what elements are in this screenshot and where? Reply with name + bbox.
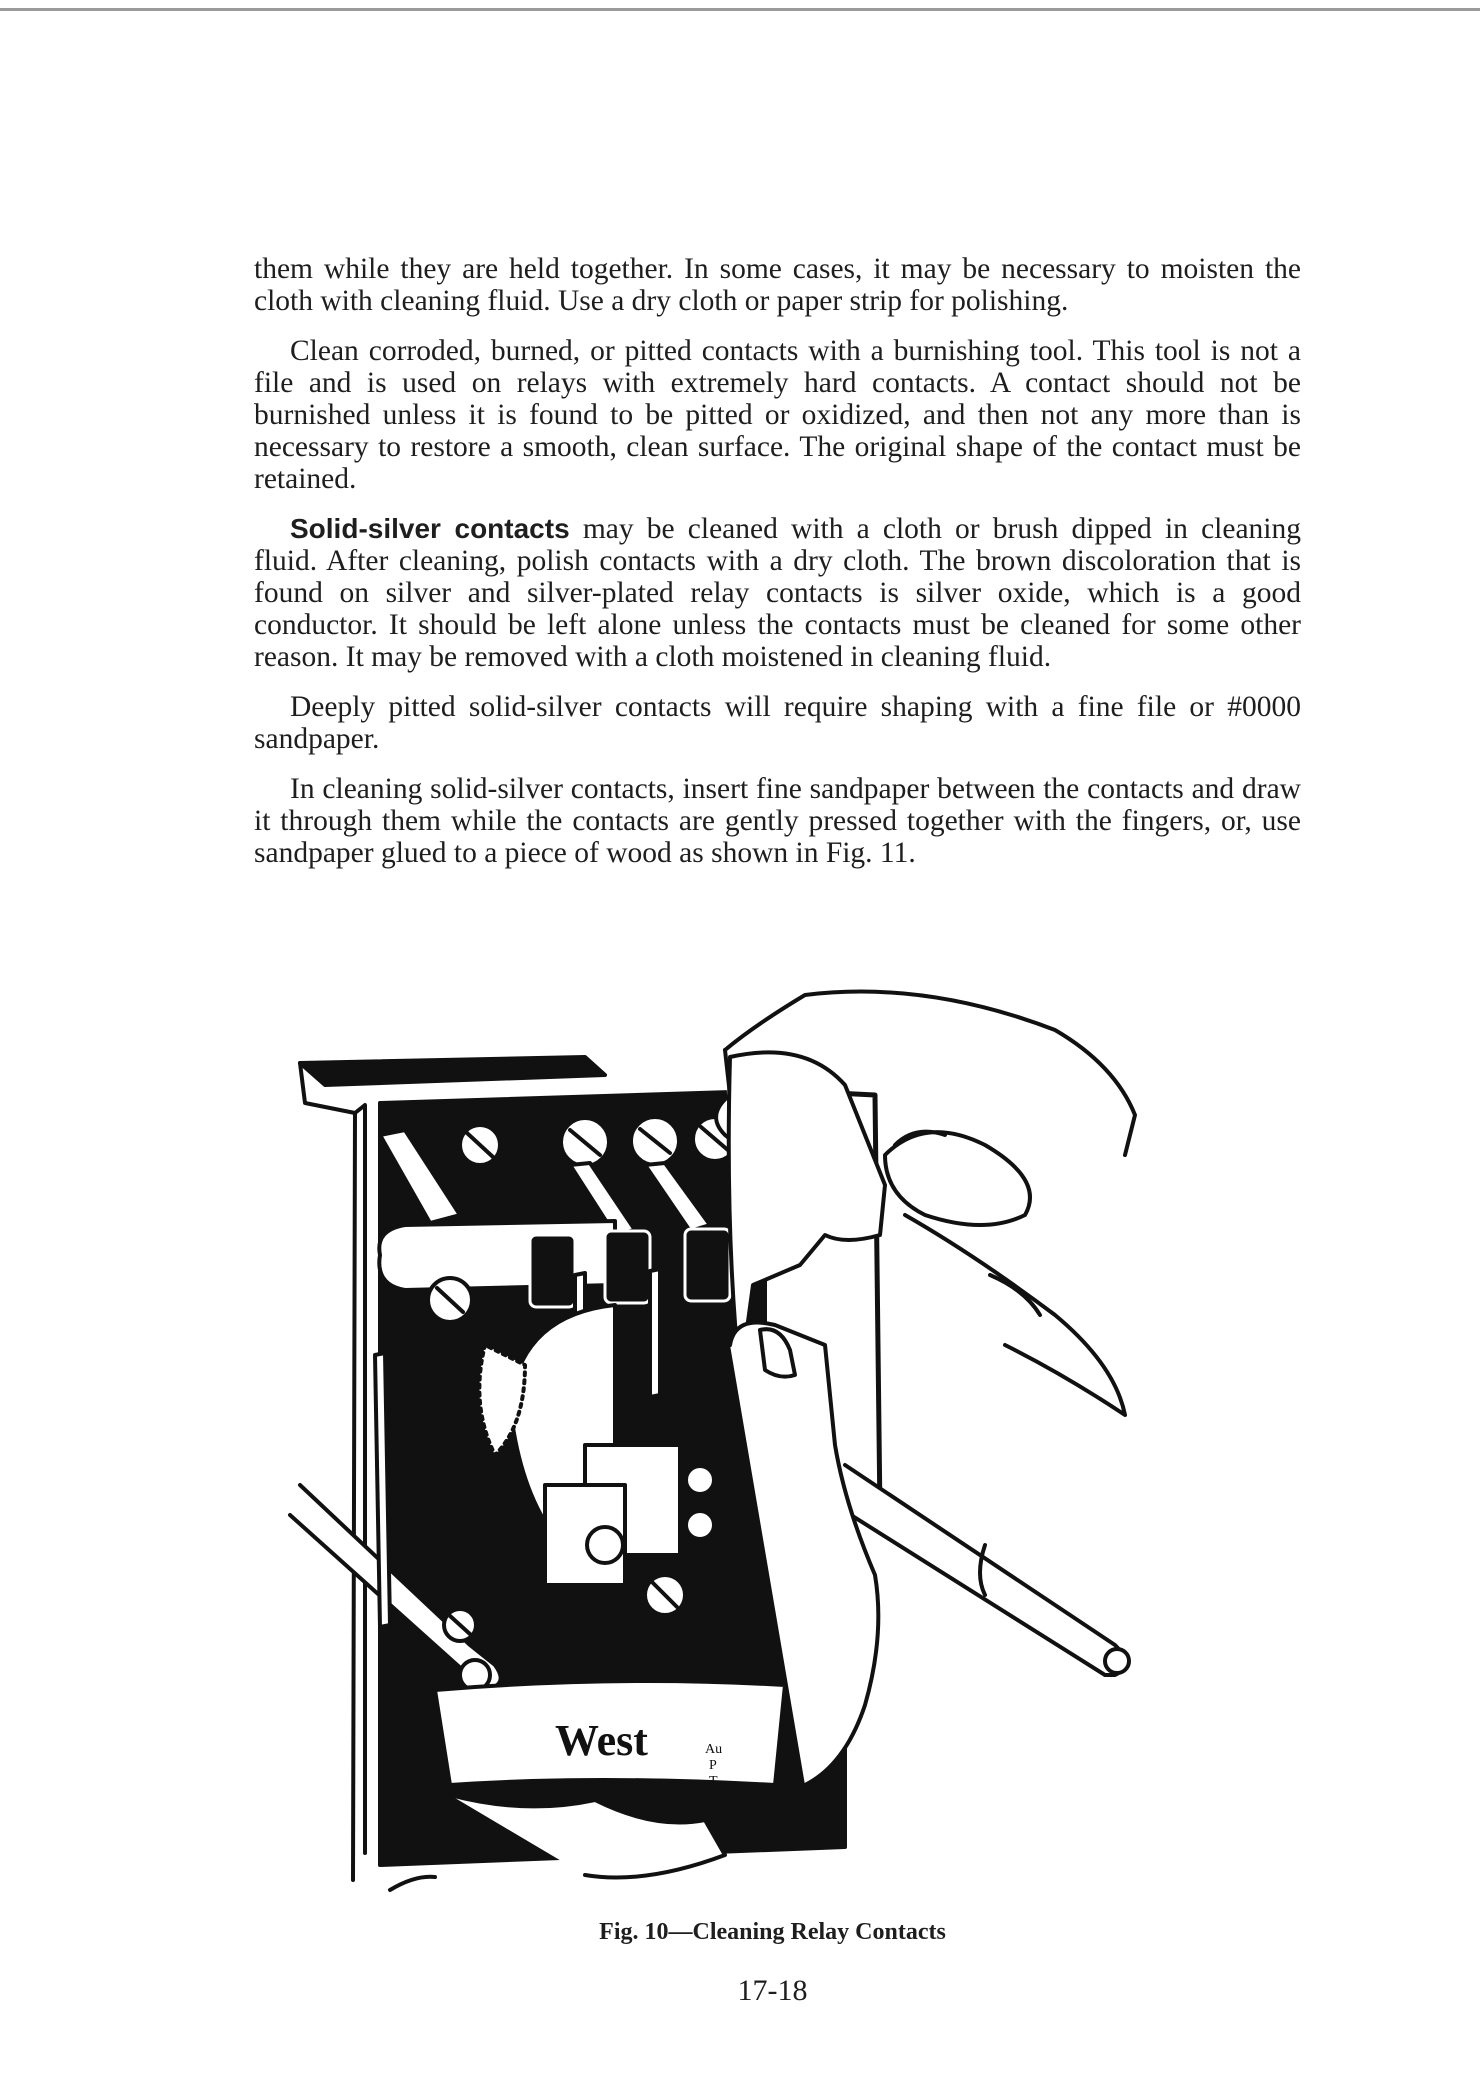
relay-hand-drawing (285, 985, 1260, 1905)
plate-sub-2: P (709, 1758, 717, 1773)
paragraph-3 (254, 513, 1301, 673)
figure-caption: Fig. 10—Cleaning Relay Contacts (599, 1919, 946, 1945)
paragraph-1 (254, 253, 1301, 317)
relay-illustration (285, 985, 1260, 1905)
page-number: 17-18 (737, 1974, 808, 2007)
plate-label: West (555, 1716, 648, 1765)
paragraph-2-text: Clean corroded, burned, or pitted contacts with a burnishing tool. This tool is not a file and is used on relays with extremely hard contacts. A contact should not be burnished unless it is found to be pitted or oxidized, and then not any more than is necessary to restore a smooth, clean surface. The original shape of the contact must be retained. (254, 335, 1301, 495)
paragraph-5 (254, 773, 1301, 869)
paragraph-1-text: them while they are held together. In some cases, it may be necessary to moisten the cloth with cleaning fluid. Use a dry cloth or paper strip for polishing. (254, 253, 1301, 317)
plate-sub-3: T (709, 1774, 718, 1789)
paragraph-4 (254, 691, 1301, 755)
paragraph-4-text: Deeply pitted solid-silver contacts will require shaping with a fine file or #0000 sandpaper. (254, 691, 1301, 755)
paragraph-3-text: may be cleaned with a cloth or brush dipped in cleaning fluid. After cleaning, polish contacts with a dry cloth. The brown discoloration that is found on silver and silver-plated relay contacts is silver oxide, which is a good conductor. It should be left alone unless the contacts must be cleaned for some other reason. It may be removed with a cloth moistened in cleaning fluid. (254, 513, 1301, 673)
paragraph-2 (254, 335, 1301, 495)
body-text (254, 253, 1301, 887)
top-edge-rule (0, 8, 1480, 11)
plate-sub-1: Au (705, 1742, 723, 1757)
paragraph-5-text: In cleaning solid-silver contacts, insert fine sandpaper between the contacts and draw it through them while the contacts are gently pressed together with the fingers, or, use sandpaper glued to a piece of wood as shown in Fig. 11. (254, 773, 1301, 869)
paragraph-3-lead: Solid-silver contacts (290, 513, 570, 544)
